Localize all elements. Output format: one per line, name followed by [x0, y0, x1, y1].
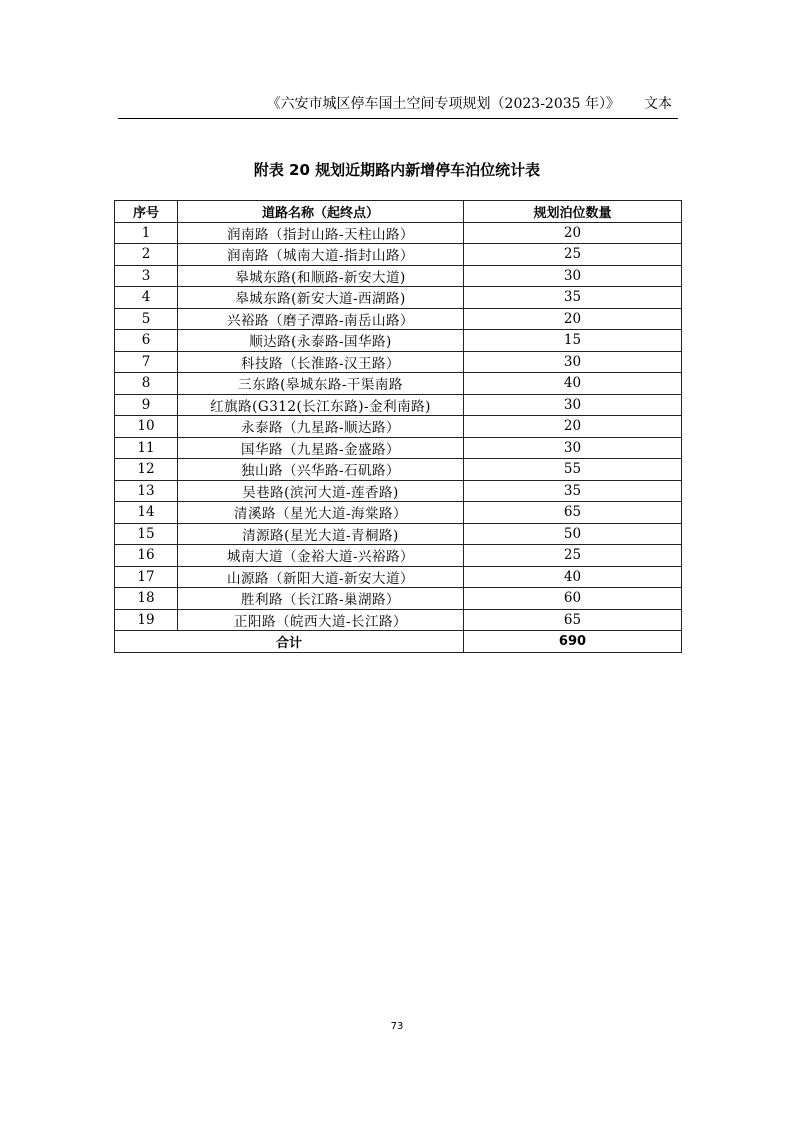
row-number-cell: 19 — [115, 609, 178, 631]
row-number-cell: 3 — [115, 265, 178, 287]
berth-count-cell: 15 — [464, 330, 682, 352]
total-label: 合计 — [115, 631, 464, 653]
berth-count-cell: 20 — [464, 222, 682, 244]
row-number-cell: 7 — [115, 351, 178, 373]
total-value: 690 — [464, 631, 682, 653]
berth-count-cell: 25 — [464, 244, 682, 266]
table-row — [115, 222, 682, 244]
row-number-cell: 13 — [115, 480, 178, 502]
table-row — [115, 287, 682, 309]
berth-count-cell: 30 — [464, 437, 682, 459]
row-number-cell: 17 — [115, 566, 178, 588]
table-caption: 附表 20 规划近期路内新增停车泊位统计表 — [253, 161, 541, 179]
road-name-cell: 国华路（九星路-金盛路） — [178, 437, 464, 459]
berth-count-cell: 60 — [464, 588, 682, 610]
road-name-cell: 红旗路(G312(长江东路)-金利南路) — [178, 394, 464, 416]
berth-count-cell: 50 — [464, 523, 682, 545]
berth-count-cell: 65 — [464, 609, 682, 631]
road-name-cell: 三东路(皋城东路-干渠南路 — [178, 373, 464, 395]
berth-count-cell: 35 — [464, 287, 682, 309]
table-row — [115, 416, 682, 438]
row-number-cell: 2 — [115, 244, 178, 266]
road-name-cell: 顺达路(永泰路-国华路) — [178, 330, 464, 352]
table-row — [115, 523, 682, 545]
column-header-berth-count: 规划泊位数量 — [464, 201, 682, 223]
road-name-cell: 润南路（指封山路-天柱山路） — [178, 222, 464, 244]
table-row — [115, 480, 682, 502]
document-header-title: 《六安市城区停车国土空间专项规划（2023-2035 年）》 — [266, 96, 620, 112]
table-row — [115, 588, 682, 610]
road-name-cell: 永泰路（九星路-顺达路） — [178, 416, 464, 438]
row-number-cell: 8 — [115, 373, 178, 395]
table-row — [115, 351, 682, 373]
berth-count-cell: 20 — [464, 416, 682, 438]
table-row — [115, 459, 682, 481]
road-name-cell: 正阳路（皖西大道-长江路） — [178, 609, 464, 631]
document-header-tag: 文本 — [644, 96, 672, 112]
table-row — [115, 373, 682, 395]
berth-count-cell: 35 — [464, 480, 682, 502]
row-number-cell: 14 — [115, 502, 178, 524]
table-total-row — [115, 631, 682, 653]
row-number-cell: 12 — [115, 459, 178, 481]
table-row — [115, 330, 682, 352]
row-number-cell: 11 — [115, 437, 178, 459]
table-header-row — [115, 201, 682, 223]
road-name-cell: 兴裕路（磨子潭路-南岳山路） — [178, 308, 464, 330]
road-name-cell: 科技路（长淮路-汉王路） — [178, 351, 464, 373]
road-name-cell: 皋城东路(和顺路-新安大道) — [178, 265, 464, 287]
berth-count-cell: 40 — [464, 566, 682, 588]
berth-count-cell: 30 — [464, 265, 682, 287]
berth-count-cell: 30 — [464, 394, 682, 416]
table-row — [115, 545, 682, 567]
table-row — [115, 394, 682, 416]
table-row — [115, 566, 682, 588]
road-name-cell: 皋城东路(新安大道-西湖路) — [178, 287, 464, 309]
page-number: 73 — [390, 1021, 404, 1032]
row-number-cell: 1 — [115, 222, 178, 244]
road-name-cell: 独山路（兴华路-石矶路） — [178, 459, 464, 481]
table-row — [115, 609, 682, 631]
header-divider — [118, 118, 678, 119]
berth-count-cell: 40 — [464, 373, 682, 395]
column-header-number: 序号 — [115, 201, 178, 223]
road-name-cell: 清源路(星光大道-青桐路) — [178, 523, 464, 545]
road-name-cell: 吴巷路(滨河大道-莲香路) — [178, 480, 464, 502]
berth-count-cell: 55 — [464, 459, 682, 481]
column-header-road-name: 道路名称（起终点） — [178, 201, 464, 223]
road-name-cell: 胜利路（长江路-巢湖路） — [178, 588, 464, 610]
table-row — [115, 308, 682, 330]
berth-count-cell: 25 — [464, 545, 682, 567]
table-row — [115, 502, 682, 524]
row-number-cell: 9 — [115, 394, 178, 416]
row-number-cell: 6 — [115, 330, 178, 352]
table-row — [115, 265, 682, 287]
parking-statistics-table — [114, 200, 682, 653]
road-name-cell: 山源路（新阳大道-新安大道） — [178, 566, 464, 588]
berth-count-cell: 30 — [464, 351, 682, 373]
row-number-cell: 16 — [115, 545, 178, 567]
row-number-cell: 18 — [115, 588, 178, 610]
table-body — [115, 222, 682, 631]
berth-count-cell: 65 — [464, 502, 682, 524]
row-number-cell: 15 — [115, 523, 178, 545]
table-row — [115, 437, 682, 459]
berth-count-cell: 20 — [464, 308, 682, 330]
row-number-cell: 4 — [115, 287, 178, 309]
row-number-cell: 5 — [115, 308, 178, 330]
row-number-cell: 10 — [115, 416, 178, 438]
road-name-cell: 清溪路（星光大道-海棠路） — [178, 502, 464, 524]
table-row — [115, 244, 682, 266]
road-name-cell: 润南路（城南大道-指封山路） — [178, 244, 464, 266]
road-name-cell: 城南大道（金裕大道-兴裕路） — [178, 545, 464, 567]
